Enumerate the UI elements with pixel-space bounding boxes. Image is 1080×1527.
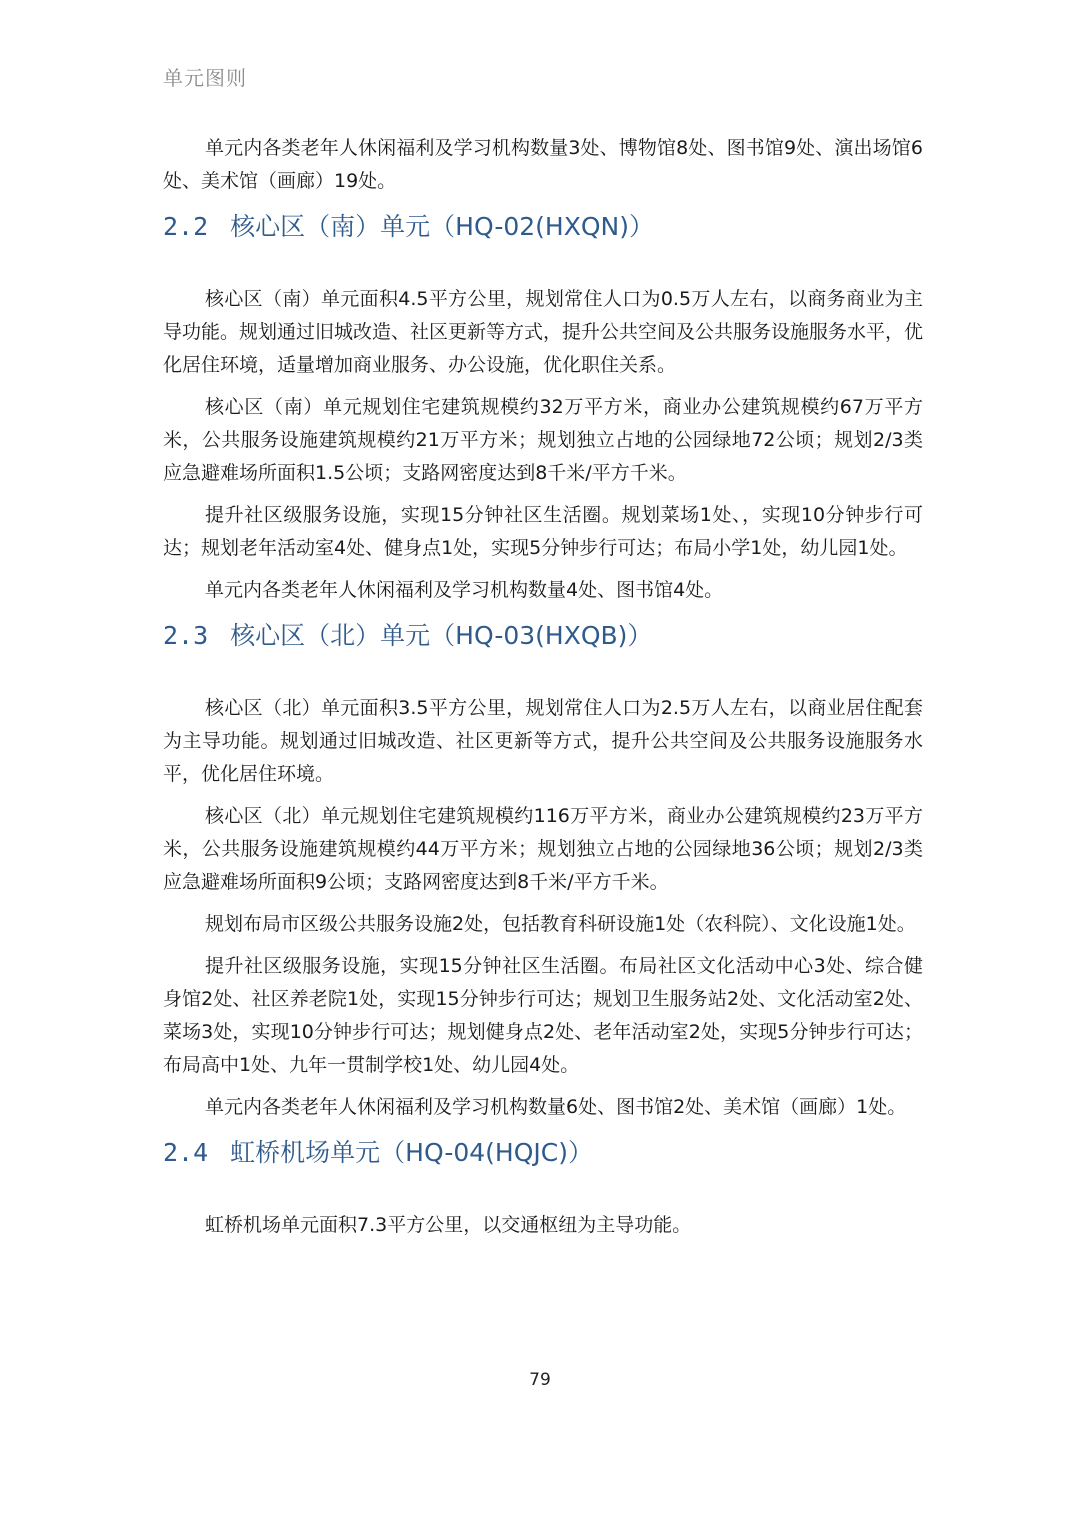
- section-heading-2-2: [163, 207, 923, 247]
- section-heading-2-3: [163, 616, 923, 656]
- section-number: 2.2: [163, 212, 209, 241]
- paragraph: 核心区（北）单元规划住宅建筑规模约116万平方米，商业办公建筑规模约23万平方米，公共服务设施建筑规模约44万平方米；规划独立占地的公园绿地36公顷；规划2/3类应急避难场所面积9公顷；支路网密度达到8千米/平方千米。: [163, 805, 923, 893]
- section-number: 2.4: [163, 1138, 209, 1167]
- paragraph: 核心区（北）单元面积3.5平方公里，规划常住人口为2.5万人左右，以商业居住配套为主导功能。规划通过旧城改造、社区更新等方式，提升公共空间及公共服务设施服务水平，优化居住环境。: [163, 697, 923, 785]
- page-number: 79: [529, 1370, 551, 1390]
- paragraph: 核心区（南）单元规划住宅建筑规模约32万平方米，商业办公建筑规模约67万平方米，公共服务设施建筑规模约21万平方米；规划独立占地的公园绿地72公顷；规划2/3类应急避难场所面积1.5公顷；支路网密度达到8千米/平方千米。: [163, 396, 923, 484]
- paragraph: 提升社区级服务设施，实现15分钟社区生活圈。布局社区文化活动中心3处、综合健身馆2处、社区养老院1处，实现15分钟步行可达；规划卫生服务站2处、文化活动室2处、菜场3处，实现10分钟步行可达；规划健身点2处、老年活动室2处，实现5分钟步行可达；布局高中1处、九年一贯制学校1处、幼儿园4处。: [163, 955, 923, 1076]
- running-header: 单元图则: [163, 66, 247, 90]
- paragraph: 单元内各类老年人休闲福利及学习机构数量4处、图书馆4处。: [205, 579, 724, 601]
- paragraph: 单元内各类老年人休闲福利及学习机构数量6处、图书馆2处、美术馆（画廊）1处。: [205, 1096, 907, 1118]
- section-number: 2.3: [163, 621, 209, 650]
- section-title-text: 虹桥机场单元（HQ-04(HQJC)）: [230, 1138, 593, 1167]
- section-title-text: 核心区（北）单元（HQ-03(HXQB)）: [230, 621, 653, 650]
- paragraph: 规划布局市区级公共服务设施2处，包括教育科研设施1处（农科院）、文化设施1处。: [205, 913, 916, 935]
- paragraph: 核心区（南）单元面积4.5平方公里，规划常住人口为0.5万人左右，以商务商业为主导功能。规划通过旧城改造、社区更新等方式，提升公共空间及公共服务设施服务水平，优化居住环境，适量增加商业服务、办公设施，优化职住关系。: [163, 288, 924, 376]
- section-title-text: 核心区（南）单元（HQ-02(HXQN)）: [230, 212, 654, 241]
- paragraph: 提升社区级服务设施，实现15分钟社区生活圈。规划菜场1处、，实现10分钟步行可达；规划老年活动室4处、健身点1处，实现5分钟步行可达；布局小学1处，幼儿园1处。: [163, 504, 923, 559]
- paragraph: 单元内各类老年人休闲福利及学习机构数量3处、博物馆8处、图书馆9处、演出场馆6处、美术馆（画廊）19处。: [163, 137, 923, 192]
- paragraph: 虹桥机场单元面积7.3平方公里，以交通枢纽为主导功能。: [205, 1214, 692, 1236]
- section-heading-2-4: [163, 1133, 923, 1173]
- document-body: [163, 132, 923, 1251]
